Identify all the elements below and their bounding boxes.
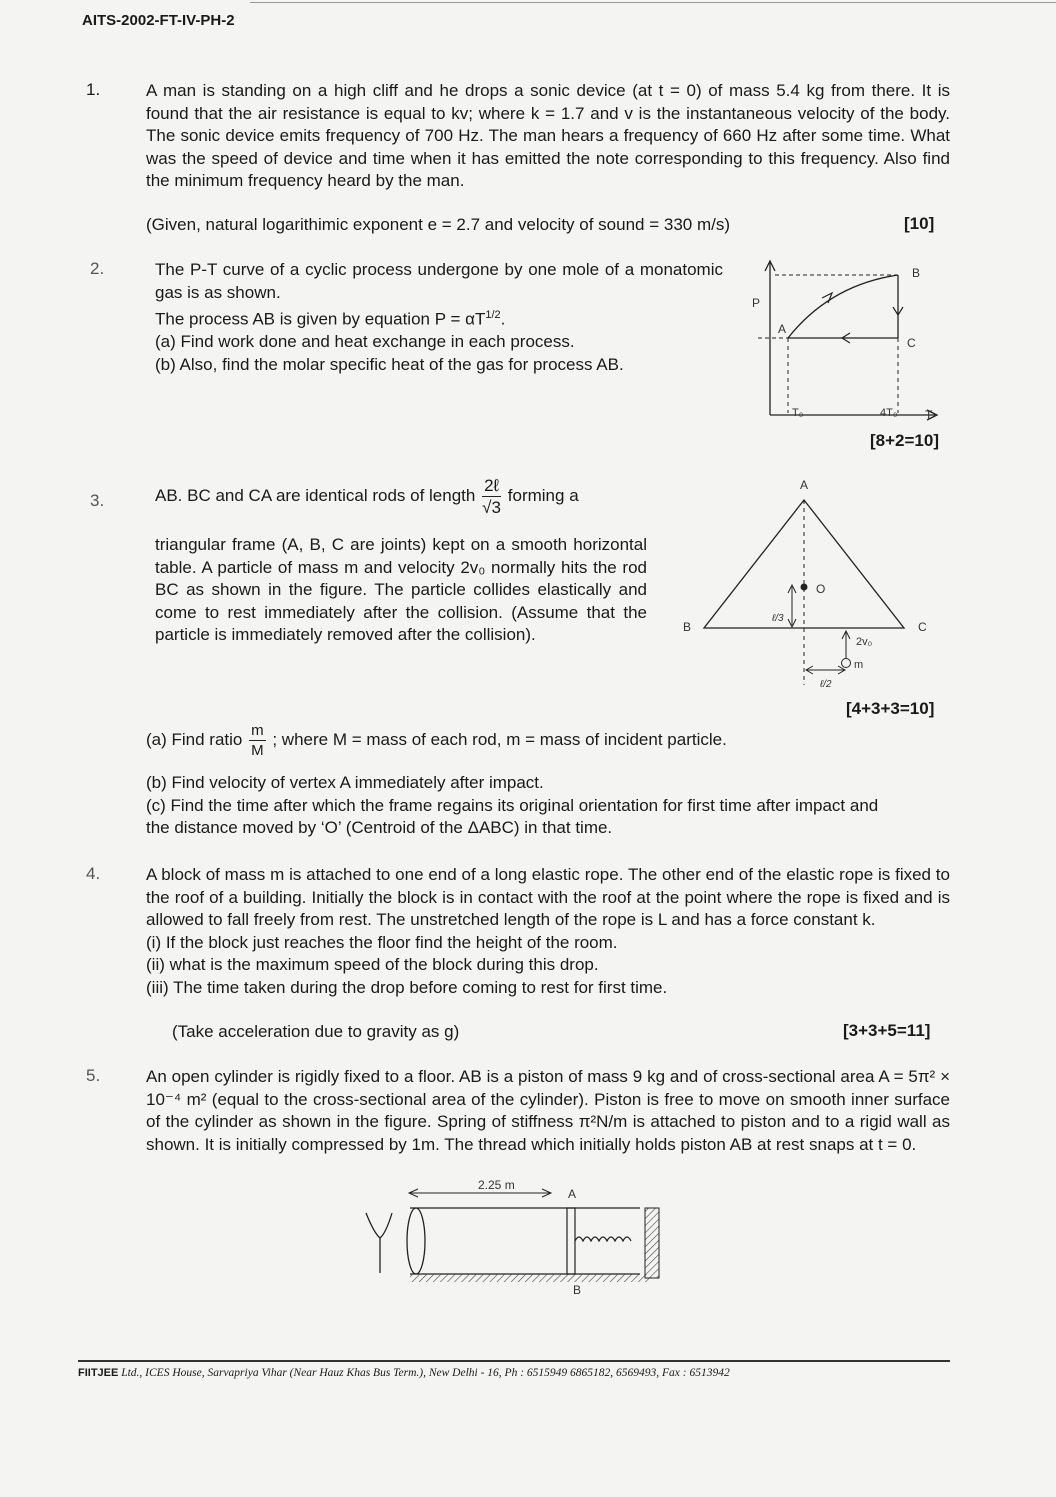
fig3-label-o: O: [816, 582, 826, 596]
q2-line2: [155, 304, 723, 331]
footer: [78, 1367, 730, 1379]
q3-marks: [4+3+3=10]: [846, 699, 935, 718]
q3-part-a-pre: (a) Find ratio: [146, 729, 243, 749]
q3-text: triangular frame (A, B, C are joints) kept on a smooth horizontal table. A particle of mass m and velocity 2v₀ normally hits the rod BC as shown in the figure. The particle collides elastically and come to rest immediately after the collision. (Assume that the particle is immediately removed after the collision).: [155, 535, 647, 644]
q3-part-b: (b) Find velocity of vertex A immediately after impact.: [146, 773, 544, 792]
rigid-wall: [645, 1208, 659, 1278]
fig3-label-b: B: [683, 620, 692, 634]
q4-number: 4.: [86, 864, 101, 883]
q4-part-iii: (iii) The time taken during the drop before coming to rest for first time.: [146, 977, 668, 997]
floor: [410, 1274, 650, 1282]
fig3-label-c: C: [918, 620, 927, 634]
fig5-label-b: B: [573, 1283, 582, 1297]
fig2-label-b: B: [912, 266, 921, 280]
q5-number: 5.: [86, 1066, 101, 1085]
q1-number: 1.: [86, 80, 101, 99]
fig2-label-a: A: [778, 322, 787, 336]
footer-rule: [78, 1360, 950, 1362]
fig2-label-t0: T₀: [792, 407, 804, 419]
q2-number: 2.: [90, 259, 105, 278]
spring: [575, 1237, 631, 1241]
page-header: AITS-2002-FT-IV-PH-2: [82, 12, 235, 29]
q2-eq-end: .: [500, 309, 506, 329]
curve-ab: [788, 275, 898, 338]
centroid-dot: [801, 584, 808, 591]
q2-part-a: (a) Find work done and heat exchange in each process.: [155, 332, 575, 352]
q4-text: [146, 864, 950, 999]
fig3-label-v: 2v₀: [856, 636, 873, 648]
q5-text: An open cylinder is rigidly fixed to a floor. AB is a piston of mass 9 kg and of cross-sectional area A = 5π² × 10⁻⁴ m² (equal to the cross-sectional area of the cylinder). Piston is free to move on smooth inner surface of the cylinder as shown in the figure. Spring of stiffness π²N/m is attached to piston and to a rigid wall as shown. It is initially compressed by 1m. The thread which initially holds piston AB at rest snaps at t = 0.: [146, 1067, 950, 1154]
q4-part-i: (i) If the block just reaches the floor find the height of the room.: [146, 932, 618, 952]
q4-body: A block of mass m is attached to one end of a long elastic rope. The other end of the elastic rope is fixed to the roof of a building. Initially the block is in contact with the roof at the point where the rope is fixed and is allowed to fall freely from rest. The unstretched length of the rope is L and has a force constant k.: [146, 865, 950, 929]
q3-frac-num: 2ℓ: [484, 476, 500, 495]
q2-eq: The process AB is given by equation P = αT: [155, 309, 486, 329]
q3-ratio-den: M: [251, 742, 264, 759]
q3-parts-bc: [146, 772, 950, 840]
q3-ratio-num: m: [251, 722, 264, 739]
q3-length-fraction: [482, 477, 501, 516]
q3-frac-den: √3: [482, 498, 501, 517]
footer-text: Ltd., ICES House, Sarvapriya Vihar (Near Hauz Khas Bus Term.), New Delhi - 16, Ph : 6515949 6865182, 6569493, Fax : 6513942: [121, 1367, 730, 1379]
q3-text-line1: [155, 477, 650, 516]
fig2-label-c: C: [907, 336, 916, 350]
fig5-label-a: A: [568, 1187, 577, 1201]
fig3-label-l3: ℓ/3: [772, 613, 784, 624]
q1-text: [146, 80, 950, 193]
triangle-figure: [680, 475, 950, 695]
cylinder-figure: [360, 1178, 670, 1300]
particle: [842, 659, 851, 668]
fig5-length-label: 2.25 m: [478, 1178, 515, 1192]
top-rule: [250, 2, 1056, 3]
q3-part-a: [146, 723, 926, 758]
q3-part-c: (c) Find the time after which the frame regains its original orientation for first time after impact and the distance moved by ‘O’ (Centroid of the ΔABC) in that time.: [146, 795, 879, 837]
q2-marks: [8+2=10]: [870, 431, 939, 450]
q2-eq-sup: 1/2: [485, 309, 501, 321]
fig2-label-4t0: 4T₀: [880, 407, 898, 419]
fig2-label-t: T: [925, 408, 933, 422]
fig3-label-a: A: [800, 478, 809, 492]
q3-text-b: forming a: [507, 485, 579, 505]
q3-text-a: AB. BC and CA are identical rods of length: [155, 485, 476, 505]
q3-ratio-fraction: [249, 723, 266, 758]
q4-marks: [3+3+5=11]: [843, 1021, 931, 1040]
thread-holder: [366, 1213, 392, 1238]
fig2-label-p: P: [752, 296, 761, 310]
pt-curve-figure: [750, 255, 950, 425]
q2-part-b: (b) Also, find the molar specific heat of the gas for process AB.: [155, 354, 624, 374]
q2-line1: The P-T curve of a cyclic process undergone by one mole of a monatomic gas is as shown.: [155, 260, 723, 302]
fig3-label-m: m: [854, 659, 864, 671]
q3-number: 3.: [90, 491, 105, 510]
q2-text: [155, 259, 723, 376]
q3-part-a-post: ; where M = mass of each rod, m = mass of incident particle.: [272, 729, 727, 749]
q4-part-ii: (ii) what is the maximum speed of the block during this drop.: [146, 955, 599, 974]
cylinder-mouth: [407, 1208, 425, 1274]
q1-body: A man is standing on a high cliff and he drops a sonic device (at t = 0) of mass 5.4 kg from there. It is found that the air resistance is equal to kv; where k = 1.7 and v is the instantaneous velocity of the body. The sonic device emits frequency of 700 Hz. The man hears a frequency of 660 Hz after some time. What was the speed of device and time when it has emitted the note corresponding to this frequency. Also find the minimum frequency heard by the man.: [146, 81, 950, 190]
q4-note: (Take acceleration due to gravity as g): [172, 1022, 460, 1041]
piston: [567, 1208, 575, 1274]
q1-marks: [10]: [904, 214, 935, 233]
q1-given: (Given, natural logarithimic exponent e = 2.7 and velocity of sound = 330 m/s): [146, 215, 730, 234]
footer-brand: FIITJEE: [78, 1367, 119, 1379]
fig3-label-l2: ℓ/2: [820, 679, 832, 690]
